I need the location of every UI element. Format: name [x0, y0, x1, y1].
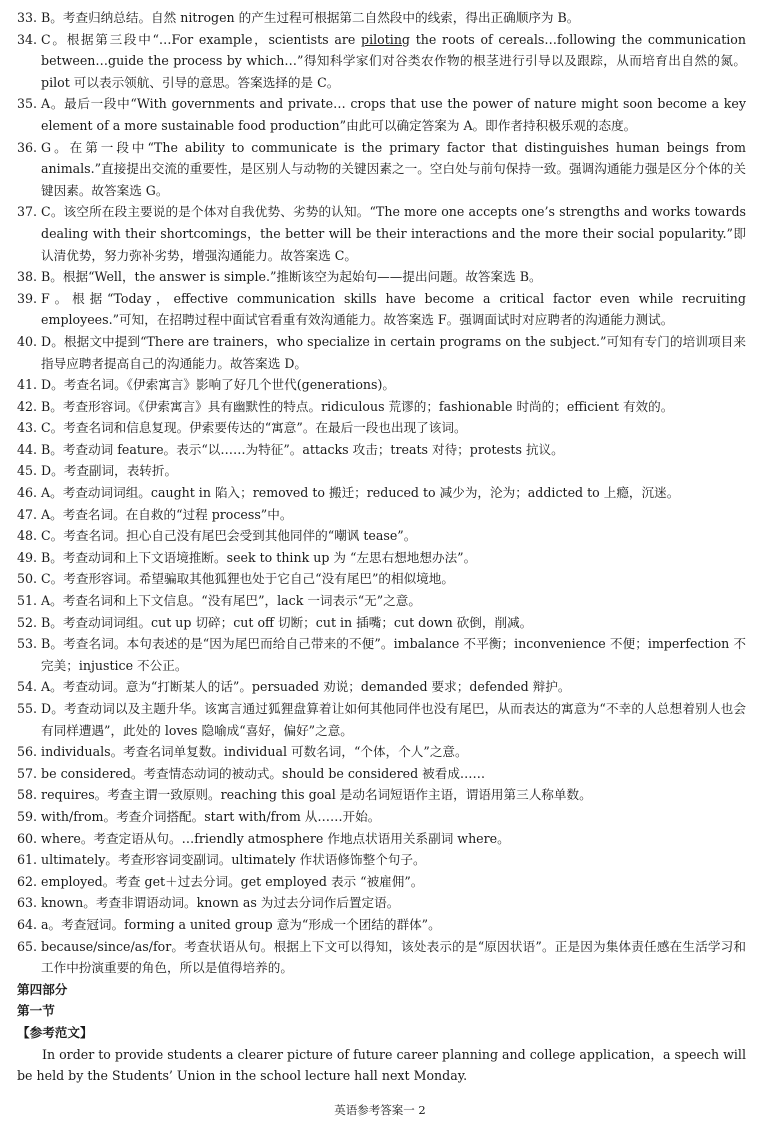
answer-number: 56. — [17, 744, 42, 760]
explanation-text: B。考查名词。本句表述的是“因为尾巴而给自己带来的不便”。imbalance 不平衡；inconvenience 不便；imperfection 不完美；injustice 不公正。 — [41, 636, 746, 673]
answer-item — [17, 828, 746, 850]
answer-number: 61. — [17, 852, 42, 868]
explanation-text: requires。考查主谓一致原则。reaching this goal 是动名词短语作主语，谓语用第三人称单数。 — [41, 787, 592, 803]
answer-item — [17, 568, 746, 590]
answer-number: 64. — [17, 916, 42, 932]
answer-number: 48. — [17, 528, 42, 544]
answer-explanation — [41, 871, 746, 893]
answer-item — [17, 460, 746, 482]
answer-explanation — [41, 698, 746, 741]
answer-explanation — [41, 7, 746, 29]
answer-item — [17, 763, 746, 785]
answer-explanation — [41, 374, 746, 396]
answer-number: 40. — [17, 333, 42, 349]
answer-number: 39. — [17, 290, 42, 306]
explanation-text: B。根据“Well，the answer is simple.”推断该空为起始句——提出问题。故答案选 B。 — [41, 269, 542, 285]
answer-number: 59. — [17, 808, 42, 824]
part-four-heading: 第四部分 — [17, 981, 68, 997]
answer-item — [17, 29, 746, 94]
answer-item — [17, 676, 746, 698]
explanation-text: D。考查副词，表转折。 — [41, 463, 178, 479]
answer-item — [17, 849, 746, 871]
explanation-text: C。考查名词。担心自己没有尾巴会受到其他同伴的“嘲讽 tease”。 — [41, 528, 417, 544]
answer-explanation — [41, 460, 746, 482]
answer-number: 41. — [17, 377, 42, 393]
explanation-text: individuals。考查名词单复数。individual 可数名词，“个体，个人”之意。 — [41, 744, 468, 760]
explanation-text: ultimately。考查形容词变副词。ultimately 作状语修饰整个句子。 — [41, 852, 426, 868]
section-one-heading: 第一节 — [17, 1003, 55, 1019]
answer-number: 44. — [17, 441, 42, 457]
answer-item — [17, 698, 746, 741]
answer-explanation — [41, 417, 746, 439]
answer-number: 65. — [17, 938, 42, 954]
answer-explanation — [41, 504, 746, 526]
answer-item — [17, 914, 746, 936]
answer-explanation — [41, 137, 746, 202]
answer-explanation — [41, 482, 746, 504]
answer-number: 34. — [17, 31, 42, 47]
explanation-text: G。在第一段中“The ability to communicate is the primary factor that distinguishes human beings from animals.”直接提出交流的重要性，是区别人与动物的关键因素之一。空白处与前句保持一致。强调沟通能力强是区分个体的关键因素。故答案选 G。 — [41, 139, 746, 198]
answer-number: 33. — [17, 10, 42, 25]
answer-number: 38. — [17, 269, 42, 285]
answer-explanation — [41, 914, 746, 936]
answer-item — [17, 417, 746, 439]
underlined-word: piloting — [361, 31, 410, 47]
answer-explanation — [41, 612, 746, 634]
answer-item — [17, 806, 746, 828]
answer-item — [17, 374, 746, 396]
answer-number: 35. — [17, 96, 42, 112]
answer-explanation — [41, 266, 746, 288]
answer-item — [17, 93, 746, 136]
explanation-text: be considered。考查情态动词的被动式。should be considered 被看成…… — [41, 765, 486, 781]
explanation-text: where。考查定语从句。…friendly atmosphere 作地点状语用关系副词 where。 — [41, 830, 510, 846]
answer-explanation — [41, 784, 746, 806]
answer-explanation — [41, 201, 746, 266]
answer-item — [17, 396, 746, 418]
answer-item — [17, 504, 746, 526]
answer-number: 47. — [17, 506, 42, 522]
page-footer: 英语参考答案一 2 — [334, 1103, 426, 1117]
answer-explanation — [41, 741, 746, 763]
answer-number: 50. — [17, 571, 42, 587]
explanation-text: with/from。考查介词搭配。start with/from 从……开始。 — [41, 808, 381, 824]
answer-item — [17, 871, 746, 893]
answer-item — [17, 288, 746, 331]
answer-item — [17, 331, 746, 374]
answer-item — [17, 201, 746, 266]
answer-item — [17, 439, 746, 461]
answer-number: 60. — [17, 830, 42, 846]
explanation-text: B。考查形容词。《伊索寓言》具有幽默性的特点。ridiculous 荒谬的；fashionable 时尚的；efficient 有效的。 — [41, 398, 674, 414]
answer-number: 46. — [17, 485, 42, 501]
answer-explanation — [41, 439, 746, 461]
answer-number: 49. — [17, 549, 42, 565]
answer-explanation — [41, 568, 746, 590]
answer-list — [17, 7, 746, 979]
explanation-text: D。考查名词。《伊索寓言》影响了好几个世代(generations)。 — [41, 377, 395, 393]
explanation-text: D。考查动词以及主题升华。该寓言通过狐狸盘算着让如何其他同伴也没有尾巴，从而表达的寓意为“不幸的人总想着别人也会有同样遭遇”，此处的 loves 隐喻成“喜好，偏好”之意。 — [41, 701, 746, 738]
answer-explanation — [41, 828, 746, 850]
explanation-text: F。根据“Today，effective communication skills have become a critical factor even while recruiting employees.”可知，在招聘过程中面试官看重有效沟通能力。故答案选 F。强调面试时对应聘者的沟通能力测试。 — [41, 290, 746, 328]
answer-item — [17, 633, 746, 676]
explanation-text: C。考查名词和信息复现。伊索要传达的“寓意”。在最后一段也出现了该词。 — [41, 420, 467, 436]
explanation-text: D。根据文中提到“There are trainers，who specialize in certain programs on the subject.”可知有专门的培训项目来指导应聘者提高自己的沟通能力。故答案选 D。 — [41, 333, 746, 371]
answer-explanation — [41, 525, 746, 547]
answer-number: 58. — [17, 787, 42, 803]
answer-item — [17, 482, 746, 504]
answer-explanation — [41, 633, 746, 676]
answer-number: 62. — [17, 873, 42, 889]
answer-explanation — [41, 806, 746, 828]
model-essay-heading: 【参考范文】 — [17, 1024, 93, 1040]
explanation-text: A。考查名词和上下文信息。“没有尾巴”，lack 一词表示“无”之意。 — [41, 593, 421, 609]
explanation-text: B。考查动词 feature。表示“以……为特征”。attacks 攻击；treats 对待；protests 抗议。 — [41, 441, 564, 457]
explanation-text: C。该空所在段主要说的是个体对自我优势、劣势的认知。“The more one accepts one’s strengths and works towards dealing with their shortcomings，the better will be their interactions and the more their social popularity.”即认清优势，努力弥补劣势，增强沟通能力。故答案选 C。 — [41, 204, 746, 263]
answer-explanation — [41, 763, 746, 785]
answer-number: 37. — [17, 204, 42, 220]
answer-explanation — [41, 590, 746, 612]
answer-explanation — [41, 288, 746, 331]
explanation-text: A。考查动词词组。caught in 陷入；removed to 搬迁；reduced to 减少为，沦为；addicted to 上瘾，沉迷。 — [41, 485, 680, 501]
answer-item — [17, 547, 746, 569]
explanation-text: B。考查动词和上下文语境推断。seek to think up 为 “左思右想地想办法”。 — [41, 549, 477, 565]
answer-item — [17, 266, 746, 288]
answer-number: 63. — [17, 895, 42, 911]
answer-explanation — [41, 676, 746, 698]
explanation-text: because/since/as/for。考查状语从句。根据上下文可以得知，该处表示的是“原因状语”。正是因为集体责任感在生活学习和工作中扮演重要的角色，所以是值得培养的。 — [41, 938, 746, 976]
answer-item — [17, 741, 746, 763]
explanation-text: a。考查冠词。forming a united group 意为“形成一个团结的群体”。 — [41, 916, 441, 932]
answer-item — [17, 612, 746, 634]
answer-number: 54. — [17, 679, 42, 695]
explanation-text: A。考查名词。在自救的“过程 process”中。 — [41, 506, 293, 522]
answer-item — [17, 936, 746, 979]
explanation-text: B。考查动词词组。cut up 切碎；cut off 切断；cut in 插嘴；cut down 砍倒，削减。 — [41, 614, 533, 630]
answer-explanation — [41, 936, 746, 979]
answer-number: 53. — [17, 636, 42, 652]
answer-item — [17, 590, 746, 612]
answer-explanation — [41, 29, 746, 94]
answer-explanation — [41, 331, 746, 374]
explanation-text: C。考查形容词。希望骗取其他狐狸也处于它自己“没有尾巴”的相似境地。 — [41, 571, 454, 587]
explanation-text: A。最后一段中“With governments and private… crops that use the power of nature might soon become a key element of a more sustainable food production”由此可以确定答案为 A。即作者持积极乐观的态度。 — [41, 96, 746, 133]
answer-number: 43. — [17, 420, 42, 436]
answer-explanation — [41, 396, 746, 418]
explanation-text: A。考查动词。意为“打断某人的话”。persuaded 劝说；demanded 要求；defended 辩护。 — [41, 679, 571, 695]
explanation-text: B。考查归纳总结。自然 nitrogen 的产生过程可根据第二自然段中的线索，得出正确顺序为 B。 — [41, 10, 580, 25]
answer-number: 57. — [17, 765, 42, 781]
answer-item — [17, 525, 746, 547]
explanation-text: C。根据第三段中“…For example，scientists are — [41, 31, 362, 47]
answer-number: 55. — [17, 701, 42, 716]
answer-item — [17, 784, 746, 806]
answer-explanation — [41, 93, 746, 136]
model-essay-text: In order to provide students a clearer picture of future career planning and college application，a speech will be held by the Students’ Union in the school lecture hall next Monday. — [17, 1046, 746, 1084]
answer-number: 36. — [17, 139, 42, 155]
answer-explanation — [41, 892, 746, 914]
answer-item — [17, 892, 746, 914]
answer-explanation — [41, 547, 746, 569]
explanation-text: the roots of cereals…following the communication between…guide the process by which…”得知科学家们对谷类农作物的根茎进行引导以及跟踪，从而培育出自然的氮。pilot 可以表示领航、引导的意思。答案选择的是 C。 — [41, 31, 747, 90]
explanation-text: employed。考查 get＋过去分词。get employed 表示 “被雇佣”。 — [41, 873, 424, 889]
answer-number: 45. — [17, 463, 42, 479]
answer-item — [17, 7, 746, 29]
answer-item — [17, 137, 746, 202]
answer-number: 42. — [17, 398, 42, 414]
answer-explanation — [41, 849, 746, 871]
explanation-text: known。考查非谓语动词。known as 为过去分词作后置定语。 — [41, 895, 400, 911]
answer-number: 51. — [17, 593, 42, 609]
answer-number: 52. — [17, 614, 42, 630]
